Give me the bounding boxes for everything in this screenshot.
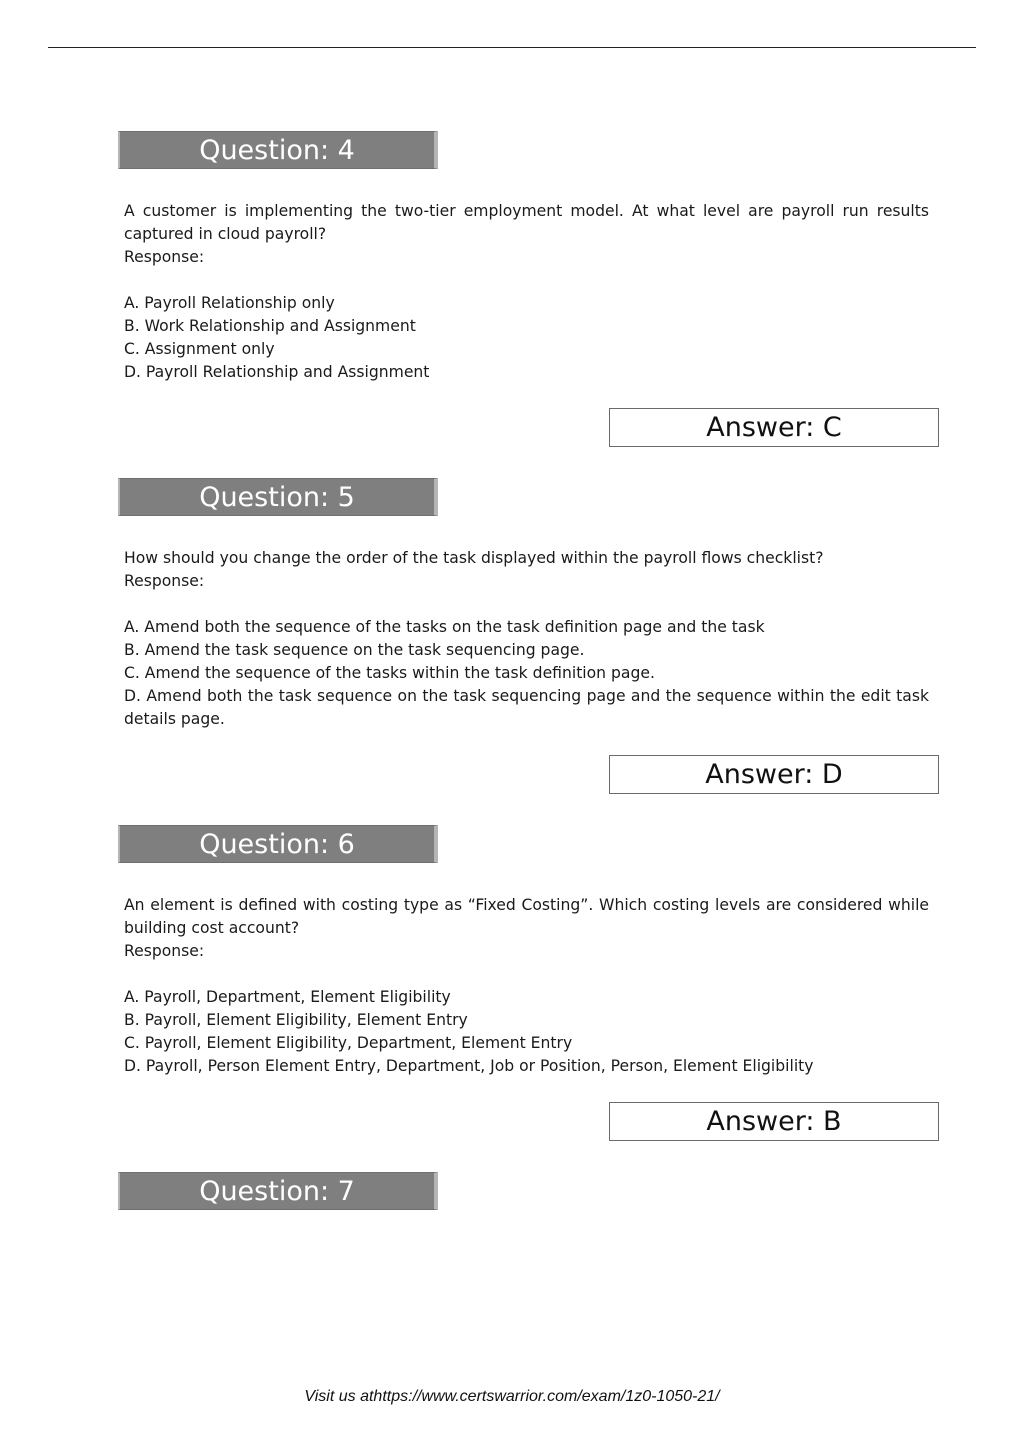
footer-link[interactable]: Visit us athttps://www.certswarrior.com/exam/1z0-1050-21/: [304, 1388, 720, 1405]
question-6-body: [124, 894, 929, 1078]
question-4-answer: Answer: C: [706, 412, 842, 443]
option-c: C. Amend the sequence of the tasks within the task definition page.: [124, 664, 655, 682]
question-4-header: [118, 131, 438, 169]
option-b: B. Payroll, Element Eligibility, Element Entry: [124, 1011, 468, 1029]
option-b: B. Amend the task sequence on the task sequencing page.: [124, 641, 585, 659]
question-4-answer-box: [609, 408, 939, 447]
question-4-response-label: Response:: [124, 248, 205, 266]
question-5-response-label: Response:: [124, 572, 205, 590]
option-c: C. Payroll, Element Eligibility, Department, Element Entry: [124, 1034, 573, 1052]
question-6-header: [118, 825, 438, 863]
question-5-stem: How should you change the order of the task displayed within the payroll flows checklist?: [124, 549, 824, 567]
option-a: A. Amend both the sequence of the tasks on the task definition page and the task: [124, 618, 765, 636]
option-d: D. Payroll Relationship and Assignment: [124, 363, 430, 381]
question-6-title: Question: 6: [199, 829, 355, 860]
question-5-body: [124, 547, 929, 731]
option-c: C. Assignment only: [124, 340, 275, 358]
question-4-stem: A customer is implementing the two-tier employment model. At what level are payroll run results captured in cloud payroll?: [124, 202, 929, 243]
question-5-answer: Answer: D: [705, 759, 843, 790]
question-6-stem: An element is defined with costing type as “Fixed Costing”. Which costing levels are considered while building cost account?: [124, 896, 929, 937]
question-7-header: [118, 1172, 438, 1210]
question-6-answer: Answer: B: [706, 1106, 842, 1137]
question-4-options: [124, 292, 929, 384]
option-a: A. Payroll, Department, Element Eligibility: [124, 988, 451, 1006]
option-d: D. Payroll, Person Element Entry, Department, Job or Position, Person, Element Eligibility: [124, 1057, 814, 1075]
option-d: D. Amend both the task sequence on the task sequencing page and the sequence within the edit task details page.: [124, 687, 929, 728]
question-5-answer-box: [609, 755, 939, 794]
question-6-response-label: Response:: [124, 942, 205, 960]
question-7-title: Question: 7: [199, 1176, 355, 1207]
question-5-options: [124, 616, 929, 731]
question-6-options: [124, 986, 929, 1078]
question-5-title: Question: 5: [199, 482, 355, 513]
question-4-body: [124, 200, 929, 384]
question-5-header: [118, 478, 438, 516]
question-6-answer-box: [609, 1102, 939, 1141]
question-4-title: Question: 4: [199, 135, 355, 166]
option-a: A. Payroll Relationship only: [124, 294, 335, 312]
top-divider: [48, 47, 976, 48]
option-b: B. Work Relationship and Assignment: [124, 317, 416, 335]
